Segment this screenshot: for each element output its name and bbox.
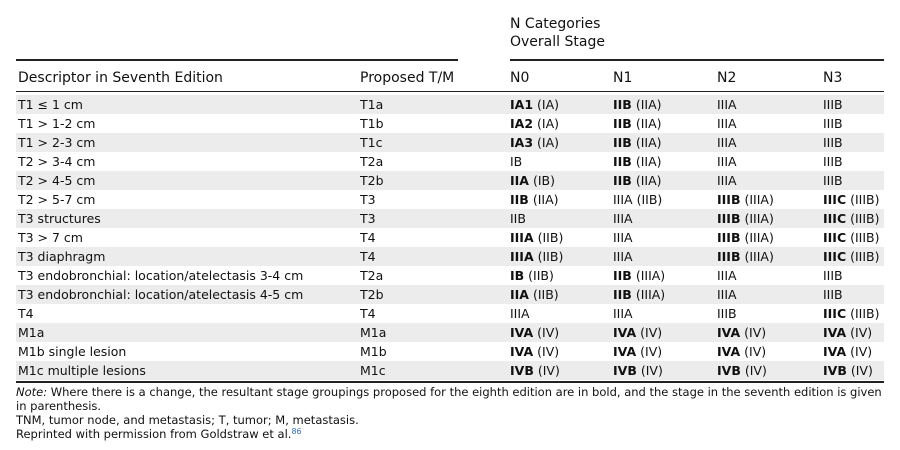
reprint-note xyxy=(16,427,884,441)
stage-new: IVA xyxy=(823,325,847,340)
stage-previous: (IIB) xyxy=(528,287,559,302)
stage-cell-n2 xyxy=(717,304,737,323)
stage-previous: IIB xyxy=(510,211,526,226)
proposed-cell: M1a xyxy=(360,325,387,340)
stage-cell-n1 xyxy=(613,114,662,133)
stage-cell-n2 xyxy=(717,342,766,361)
proposed-cell: T2a xyxy=(360,268,384,283)
descriptor-cell: T1 ≤ 1 cm xyxy=(18,97,83,112)
stage-new: IIIA xyxy=(510,249,534,264)
column-header-n1: N1 xyxy=(613,70,633,86)
stage-cell-n3 xyxy=(823,171,843,190)
stage-previous: (IIIB) xyxy=(846,306,880,321)
stage-previous: (IV) xyxy=(740,363,767,378)
column-header-row xyxy=(16,66,884,90)
stage-previous: (IV) xyxy=(846,344,873,359)
stage-cell-n2 xyxy=(717,247,774,266)
stage-cell-n3 xyxy=(823,304,880,323)
stage-cell-n2 xyxy=(717,266,737,285)
stage-previous: (IV) xyxy=(846,325,873,340)
table-row xyxy=(16,209,884,228)
note-label: Note: xyxy=(16,385,48,399)
stage-new: IVA xyxy=(613,344,637,359)
proposed-cell: T1a xyxy=(360,97,384,112)
table-footnotes xyxy=(16,385,884,441)
stage-cell-n0 xyxy=(510,266,554,285)
stage-new: IIIA xyxy=(510,230,534,245)
stage-cell-n0 xyxy=(510,361,560,380)
stage-previous: IIIA xyxy=(613,249,633,264)
reprint-text: Reprinted with permission from Goldstraw et al. xyxy=(16,427,292,441)
stage-new: IIIC xyxy=(823,306,847,321)
stage-previous: (IIIB) xyxy=(846,211,880,226)
stage-previous: (IIA) xyxy=(528,192,559,207)
descriptor-cell: T3 > 7 cm xyxy=(18,230,83,245)
stage-new: IVA xyxy=(613,325,637,340)
descriptor-cell: T2 > 5-7 cm xyxy=(18,192,96,207)
stage-cell-n0 xyxy=(510,209,526,228)
stage-cell-n2 xyxy=(717,133,737,152)
stage-cell-n3 xyxy=(823,361,873,380)
stage-cell-n2 xyxy=(717,114,737,133)
stage-new: IIIB xyxy=(717,230,741,245)
stage-previous: IIIA xyxy=(613,306,633,321)
table-row xyxy=(16,171,884,190)
stage-new: IIIC xyxy=(823,211,847,226)
table-row xyxy=(16,228,884,247)
stage-new: IIIB xyxy=(717,211,741,226)
table-row xyxy=(16,266,884,285)
descriptor-cell: M1a xyxy=(18,325,45,340)
stage-cell-n2 xyxy=(717,209,774,228)
table-row xyxy=(16,323,884,342)
stage-cell-n1 xyxy=(613,95,662,114)
overall-stage-label: Overall Stage xyxy=(510,34,605,50)
descriptor-cell: T3 endobronchial: location/atelectasis 4-5 cm xyxy=(18,287,304,302)
stage-cell-n1 xyxy=(613,342,662,361)
stage-new: IIB xyxy=(613,154,632,169)
stage-cell-n2 xyxy=(717,152,737,171)
stage-previous: (IV) xyxy=(533,344,560,359)
stage-cell-n0 xyxy=(510,342,559,361)
stage-new: IIIC xyxy=(823,249,847,264)
stage-previous: (IA) xyxy=(533,116,559,131)
stage-new: IVB xyxy=(613,363,637,378)
proposed-cell: T1b xyxy=(360,116,384,131)
stage-previous: (IV) xyxy=(846,363,873,378)
table-body xyxy=(16,95,884,380)
stage-new: IA1 xyxy=(510,97,534,112)
descriptor-cell: M1b single lesion xyxy=(18,344,127,359)
stage-previous: (IIIA) xyxy=(740,249,774,264)
column-header-n0: N0 xyxy=(510,70,530,86)
stage-new: IIB xyxy=(613,173,632,188)
descriptor-cell: T1 > 2-3 cm xyxy=(18,135,96,150)
stage-previous: IIIB xyxy=(823,154,843,169)
stage-new: IIA xyxy=(510,287,529,302)
column-header-n3: N3 xyxy=(823,70,843,86)
stage-cell-n2 xyxy=(717,228,774,247)
stage-new: IA3 xyxy=(510,135,534,150)
stage-previous: (IIB) xyxy=(533,249,564,264)
proposed-cell: T2a xyxy=(360,154,384,169)
stage-cell-n1 xyxy=(613,133,662,152)
table-row xyxy=(16,285,884,304)
table-row xyxy=(16,133,884,152)
stage-new: IVA xyxy=(823,344,847,359)
table-row xyxy=(16,304,884,323)
stage-new: IIB xyxy=(613,287,632,302)
stage-cell-n0 xyxy=(510,228,563,247)
stage-previous: IIIB xyxy=(823,173,843,188)
table-row xyxy=(16,342,884,361)
descriptor-cell: M1c multiple lesions xyxy=(18,363,146,378)
table-row xyxy=(16,190,884,209)
stage-previous: IIIA xyxy=(717,116,737,131)
stage-cell-n1 xyxy=(613,266,665,285)
stage-previous: (IIA) xyxy=(631,173,662,188)
proposed-cell: T3 xyxy=(360,211,376,226)
stage-cell-n3 xyxy=(823,266,843,285)
stage-previous: (IB) xyxy=(528,173,555,188)
descriptor-cell: T3 endobronchial: location/atelectasis 3-4 cm xyxy=(18,268,304,283)
stage-new: IVA xyxy=(717,344,741,359)
stage-cell-n3 xyxy=(823,342,872,361)
column-header-n2: N2 xyxy=(717,70,737,86)
stage-previous: IIIA xyxy=(613,211,633,226)
stage-new: IIB xyxy=(510,192,529,207)
descriptor-cell: T1 > 1-2 cm xyxy=(18,116,96,131)
stage-previous: (IIA) xyxy=(631,116,662,131)
stage-previous: (IIIB) xyxy=(846,230,880,245)
table-row xyxy=(16,114,884,133)
descriptor-cell: T3 structures xyxy=(18,211,101,226)
stage-cell-n1 xyxy=(613,304,633,323)
stage-new: IIB xyxy=(613,135,632,150)
stage-cell-n3 xyxy=(823,95,843,114)
descriptor-cell: T3 diaphragm xyxy=(18,249,106,264)
note-paragraph xyxy=(16,385,884,413)
stage-cell-n3 xyxy=(823,114,843,133)
stage-new: IA2 xyxy=(510,116,534,131)
stage-cell-n2 xyxy=(717,323,766,342)
stage-previous: (IV) xyxy=(636,344,663,359)
stage-new: IIB xyxy=(613,97,632,112)
proposed-cell: T3 xyxy=(360,192,376,207)
stage-cell-n1 xyxy=(613,361,663,380)
stage-new: IB xyxy=(510,268,525,283)
stage-cell-n2 xyxy=(717,190,774,209)
stage-previous: (IIIB) xyxy=(846,192,880,207)
reference-link[interactable]: 86 xyxy=(291,427,302,436)
stage-previous: (IV) xyxy=(533,325,560,340)
stage-previous: (IIA) xyxy=(631,97,662,112)
stage-previous: IIIB xyxy=(717,306,737,321)
stage-new: IVB xyxy=(823,363,847,378)
stage-previous: (IV) xyxy=(636,325,663,340)
stage-cell-n3 xyxy=(823,209,880,228)
stage-new: IIIB xyxy=(717,192,741,207)
stage-previous: (IIIA) xyxy=(740,192,774,207)
stage-previous: IIIA xyxy=(717,268,737,283)
stage-new: IIB xyxy=(613,116,632,131)
stage-cell-n1 xyxy=(613,323,662,342)
stage-cell-n0 xyxy=(510,285,559,304)
proposed-cell: T1c xyxy=(360,135,383,150)
stage-cell-n0 xyxy=(510,304,530,323)
stage-cell-n2 xyxy=(717,95,737,114)
descriptor-cell: T2 > 4-5 cm xyxy=(18,173,96,188)
proposed-cell: M1b xyxy=(360,344,387,359)
stage-previous: (IIIB) xyxy=(846,249,880,264)
stage-cell-n0 xyxy=(510,171,555,190)
stage-previous: (IA) xyxy=(533,135,559,150)
table-row xyxy=(16,152,884,171)
stage-cell-n0 xyxy=(510,323,559,342)
stage-new: IIIC xyxy=(823,230,847,245)
stage-cell-n3 xyxy=(823,152,843,171)
bottom-rule xyxy=(16,381,884,383)
stage-previous: (IV) xyxy=(533,363,560,378)
stage-cell-n3 xyxy=(823,285,843,304)
proposed-cell: T2b xyxy=(360,173,384,188)
stage-previous: IIIB xyxy=(823,97,843,112)
proposed-cell: T4 xyxy=(360,230,376,245)
proposed-cell: T4 xyxy=(360,249,376,264)
proposed-cell: T2b xyxy=(360,287,384,302)
stage-new: IIA xyxy=(510,173,529,188)
stage-cell-n3 xyxy=(823,228,880,247)
stage-new: IIB xyxy=(613,268,632,283)
stage-cell-n3 xyxy=(823,190,880,209)
stage-previous: IIIA xyxy=(717,287,737,302)
stage-previous: IIIB xyxy=(823,287,843,302)
proposed-cell: T4 xyxy=(360,306,376,321)
stage-new: IVA xyxy=(510,344,534,359)
stage-previous: (IIB) xyxy=(524,268,554,283)
stage-previous: IIIB xyxy=(823,135,843,150)
proposed-cell: M1c xyxy=(360,363,386,378)
stage-cell-n1 xyxy=(613,152,662,171)
n-categories-header xyxy=(510,15,884,51)
table-row xyxy=(16,95,884,114)
header-rule xyxy=(16,91,884,92)
n-categories-label: N Categories xyxy=(510,16,601,32)
stage-previous: IIIA xyxy=(613,230,633,245)
descriptor-cell: T2 > 3-4 cm xyxy=(18,154,96,169)
stage-cell-n0 xyxy=(510,95,559,114)
abbreviations-note: TNM, tumor node, and metastasis; T, tumor; M, metastasis. xyxy=(16,413,359,427)
top-rule-left xyxy=(16,59,458,61)
stage-cell-n1 xyxy=(613,285,665,304)
stage-cell-n3 xyxy=(823,133,843,152)
stage-cell-n3 xyxy=(823,247,880,266)
stage-cell-n3 xyxy=(823,323,872,342)
stage-cell-n2 xyxy=(717,171,737,190)
stage-cell-n2 xyxy=(717,361,767,380)
stage-cell-n0 xyxy=(510,190,559,209)
stage-cell-n0 xyxy=(510,152,522,171)
stage-cell-n0 xyxy=(510,133,559,152)
note-text: Where there is a change, the resultant stage groupings proposed for the eighth edition are in bold, and the stage in the seventh edition is given in parenthesis. xyxy=(16,385,882,413)
stage-cell-n0 xyxy=(510,114,559,133)
column-header-descriptor: Descriptor in Seventh Edition xyxy=(18,70,223,86)
column-header-proposed: Proposed T/M xyxy=(360,70,455,86)
stage-previous: (IV) xyxy=(740,344,767,359)
stage-new: IIIC xyxy=(823,192,847,207)
stage-cell-n1 xyxy=(613,247,633,266)
stage-previous: (IIA) xyxy=(631,135,662,150)
stage-cell-n1 xyxy=(613,171,662,190)
stage-cell-n1 xyxy=(613,209,633,228)
top-rule-right xyxy=(510,59,884,61)
stage-new: IVA xyxy=(717,325,741,340)
stage-previous: (IV) xyxy=(740,325,767,340)
stage-previous: IIIA xyxy=(717,135,737,150)
stage-previous: IIIB xyxy=(823,268,843,283)
stage-previous: (IV) xyxy=(636,363,663,378)
stage-previous: (IIIA) xyxy=(740,211,774,226)
stage-previous: (IIB) xyxy=(533,230,564,245)
stage-previous: (IIIA) xyxy=(631,268,666,283)
stage-previous: IIIA xyxy=(717,173,737,188)
stage-new: IVB xyxy=(510,363,534,378)
stage-cell-n1 xyxy=(613,228,633,247)
stage-cell-n2 xyxy=(717,285,737,304)
stage-new: IVB xyxy=(717,363,741,378)
table-row xyxy=(16,247,884,266)
table-row xyxy=(16,361,884,380)
stage-previous: (IA) xyxy=(533,97,559,112)
stage-new: IVA xyxy=(510,325,534,340)
stage-previous: IIIA xyxy=(717,97,737,112)
stage-previous: (IIA) xyxy=(631,154,662,169)
descriptor-cell: T4 xyxy=(18,306,34,321)
stage-cell-n0 xyxy=(510,247,563,266)
stage-previous: IIIB xyxy=(823,116,843,131)
stage-previous: (IIIA) xyxy=(740,230,774,245)
stage-previous: (IIIA) xyxy=(631,287,666,302)
stage-previous: IIIA xyxy=(510,306,530,321)
stage-previous: IIIA xyxy=(717,154,737,169)
stage-previous: IIIA (IIB) xyxy=(613,192,663,207)
stage-cell-n1 xyxy=(613,190,662,209)
stage-previous: IB xyxy=(510,154,523,169)
stage-new: IIIB xyxy=(717,249,741,264)
